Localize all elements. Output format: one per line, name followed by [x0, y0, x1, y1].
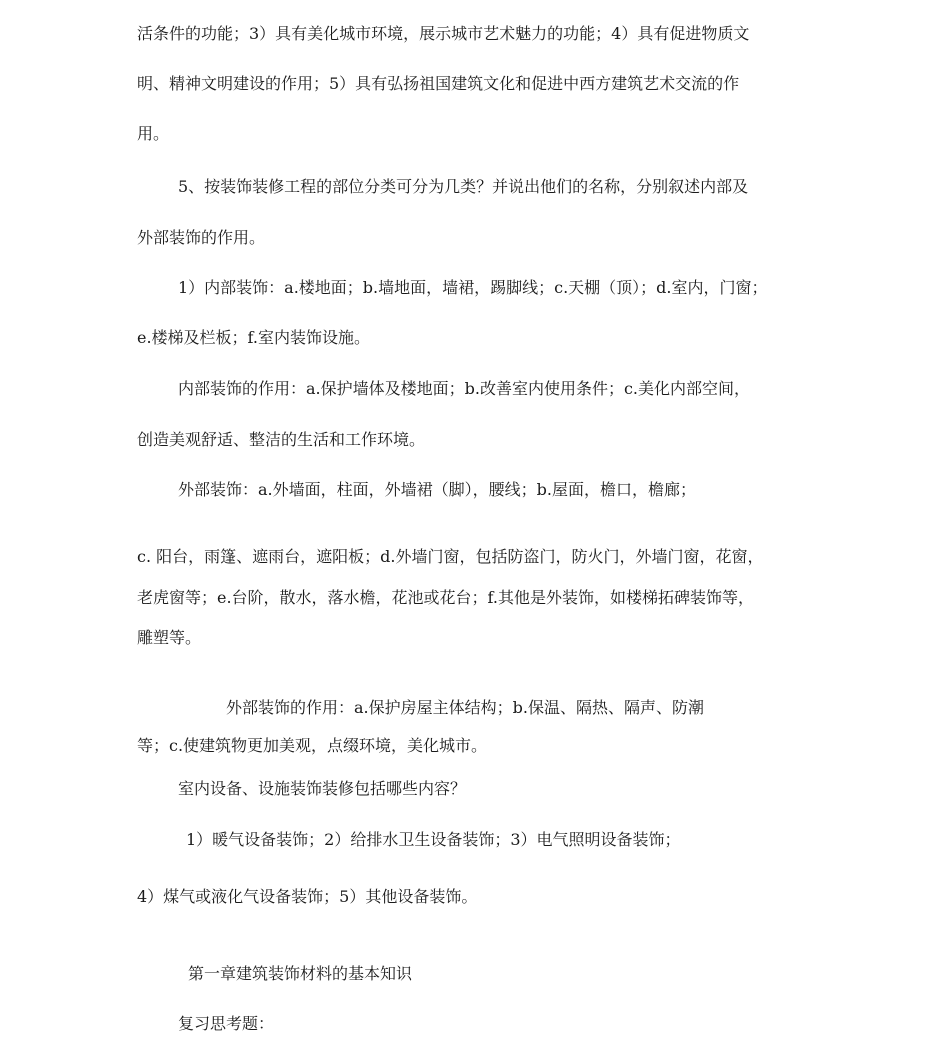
- text-line: 创造美观舒适、整洁的生活和工作环境。: [137, 430, 426, 449]
- text-line: 4）煤气或液化气设备装饰；5）其他设备装饰。: [137, 887, 478, 906]
- text-line: 外部装饰的作用：a.保护房屋主体结构；b.保温、隔热、隔声、防潮: [226, 698, 704, 717]
- question-heading: 5、按装饰装修工程的部位分类可分为几类？并说出他们的名称，分别叙述内部及: [178, 177, 749, 196]
- text-line: 活条件的功能；3）具有美化城市环境，展示城市艺术魅力的功能；4）具有促进物质文: [137, 24, 750, 43]
- text-line: 雕塑等。: [137, 628, 202, 647]
- question-heading: 室内设备、设施装饰装修包括哪些内容？: [178, 779, 467, 798]
- text-line: c. 阳台，雨篷、遮雨台，遮阳板；d.外墙门窗，包括防盗门，防火门，外墙门窗，花窗，: [137, 547, 764, 566]
- text-line: 内部装饰的作用：a.保护墙体及楼地面；b.改善室内使用条件；c.美化内部空间，: [178, 379, 751, 398]
- text-line: 外部装饰：a.外墙面，柱面，外墙裙（脚），腰线；b.屋面，檐口，檐廊；: [178, 480, 696, 499]
- text-line: e.楼梯及栏板；f.室内装饰设施。: [137, 328, 370, 347]
- text-line: 等；c.使建筑物更加美观，点缀环境，美化城市。: [137, 736, 488, 755]
- text-line: 用。: [137, 124, 170, 143]
- text-line: 外部装饰的作用。: [137, 228, 266, 247]
- text-line: 老虎窗等；e.台阶，散水，落水檐，花池或花台；f.其他是外装饰，如楼梯拓碑装饰等，: [137, 588, 754, 607]
- text-line: 1）暖气设备装饰；2）给排水卫生设备装饰；3）电气照明设备装饰；: [186, 830, 681, 849]
- section-heading: 复习思考题：: [178, 1014, 275, 1033]
- text-line: 1）内部装饰：a.楼地面；b.墙地面，墙裙，踢脚线；c.天棚（顶）；d.室内，门窗；: [178, 278, 768, 297]
- text-line: 明、精神文明建设的作用；5）具有弘扬祖国建筑文化和促进中西方建筑艺术交流的作: [137, 74, 740, 93]
- chapter-heading: 第一章建筑装饰材料的基本知识: [188, 964, 413, 983]
